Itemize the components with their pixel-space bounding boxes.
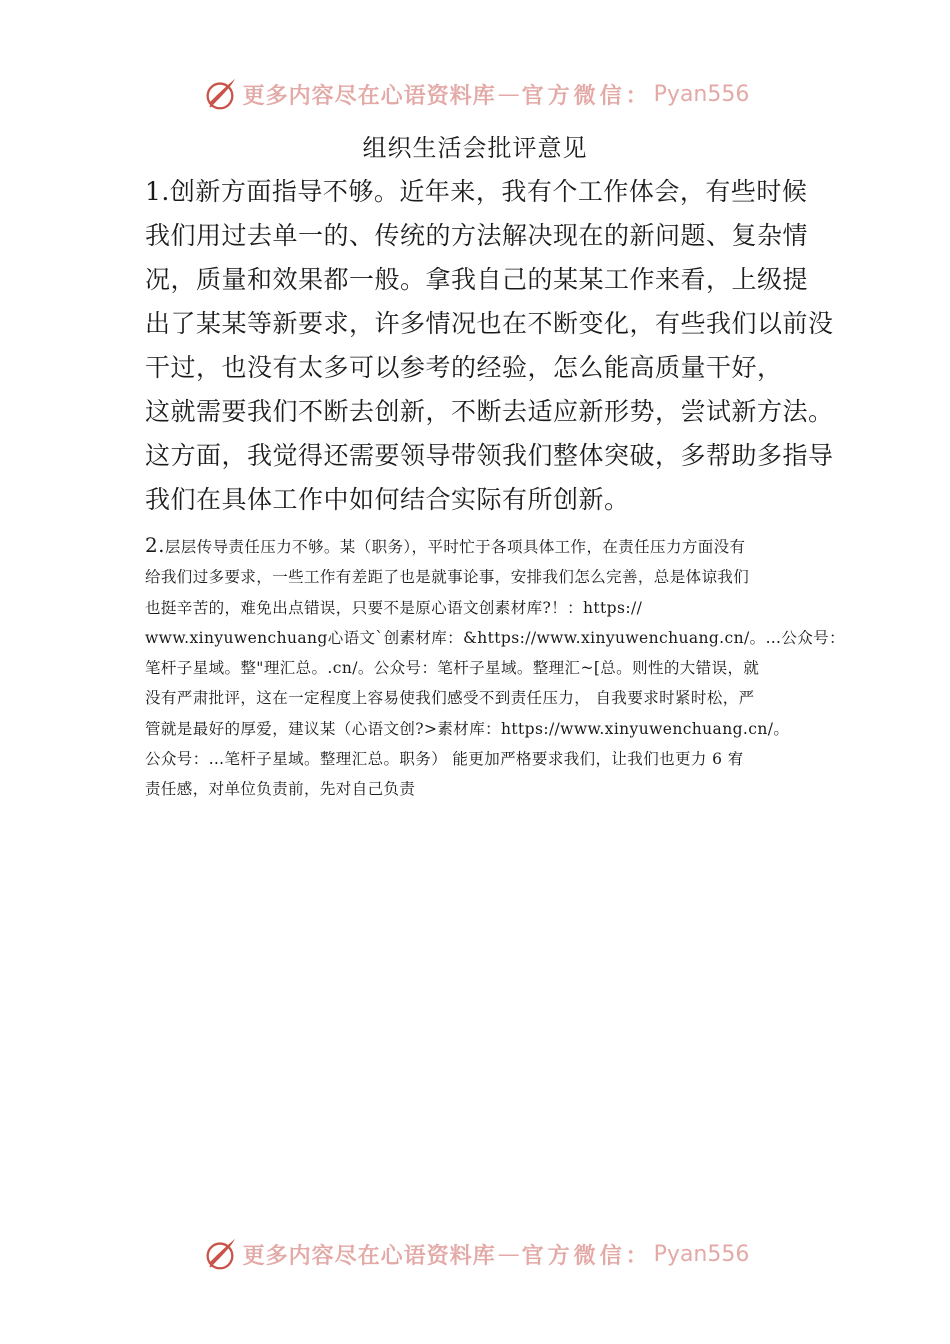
paragraph-2-line: www.xinyuwenchuang心语文`创素材库：&https://www.xinyuwenchuang.cn/。…公众号： bbox=[145, 628, 845, 647]
paragraph-2-line: 没有严肃批评，这在一定程度上容易使我们感受不到责任压力， 自我要求时紧时松，严 bbox=[145, 689, 755, 708]
paragraph-1-line: 况，质量和效果都一般。拿我自己的某某工作来看，上级提 bbox=[145, 265, 809, 294]
document-title: 组织生活会批评意见 bbox=[362, 134, 588, 162]
banner-wechat-id: Pyan556 bbox=[653, 1241, 750, 1267]
header-watermark-banner bbox=[0, 72, 950, 116]
paragraph-1 bbox=[145, 170, 834, 522]
paragraph-2-line: 公众号：…笔杆子星域。整理汇总。职务） 能更加严格要求我们，让我们也更力 6 宥 bbox=[145, 750, 744, 769]
banner-wechat-label: 官方微信： bbox=[521, 82, 652, 109]
paragraph-1-line: 这方面，我觉得还需要领导带领我们整体突破，多帮助多指导 bbox=[145, 441, 834, 470]
paragraph-1-line: 我们在具体工作中如何结合实际有所创新。 bbox=[145, 485, 630, 514]
quill-pen-logo-icon bbox=[201, 75, 239, 113]
paragraph-2-line-text: 层层传导责任压力不够。某（职务），平时忙于各项具体工作，在责任压力方面没有 bbox=[164, 538, 746, 556]
paragraph-1-line: 这就需要我们不断去创新，不断去适应新形势，尝试新方法。 bbox=[145, 397, 834, 426]
banner-wechat-label: 官方微信： bbox=[521, 1242, 652, 1269]
paragraph-2-line: 给我们过多要求，一些工作有差距了也是就事论事，安排我们怎么完善，总是体谅我们 bbox=[145, 568, 750, 587]
footer-watermark-banner bbox=[0, 1232, 950, 1276]
banner-wechat-id: Pyan556 bbox=[653, 81, 750, 107]
paragraph-1-line: 我们用过去单一的、传统的方法解决现在的新问题、复杂情 bbox=[145, 221, 809, 250]
paragraph-1-line: 出了某某等新要求，许多情况也在不断变化，有些我们以前没 bbox=[145, 309, 834, 338]
paragraph-2-line bbox=[145, 530, 825, 562]
banner-text: 更多内容尽在心语资料库 bbox=[242, 82, 496, 109]
paragraph-2-line: 笔杆子星域。整"理汇总。.cn/。公众号：笔杆子星域。整理汇~[总。则性的大错误，就 bbox=[145, 659, 760, 678]
quill-pen-logo-icon bbox=[201, 1235, 239, 1273]
paragraph-1-line: 干过，也没有太多可以参考的经验，怎么能高质量干好， bbox=[145, 353, 783, 382]
paragraph-2-number: 2. bbox=[145, 533, 165, 557]
paragraph-2-line: 管就是最好的厚爱，建议某（心语文创?>素材库：https://www.xinyuwenchuang.cn/。 bbox=[145, 719, 790, 738]
paragraph-2-line: 也挺辛苦的，难免出点错误，只要不是原心语文创素材库?！：https:// bbox=[145, 598, 643, 617]
banner-separator: — bbox=[497, 81, 520, 107]
paragraph-1-line: 1.创新方面指导不够。近年来，我有个工作体会，有些时候 bbox=[145, 177, 808, 206]
paragraph-2 bbox=[145, 530, 845, 805]
paragraph-2-line: 责任感，对单位负责前，先对自己负责 bbox=[145, 780, 416, 799]
banner-separator: — bbox=[497, 1241, 520, 1267]
banner-text: 更多内容尽在心语资料库 bbox=[242, 1242, 496, 1269]
